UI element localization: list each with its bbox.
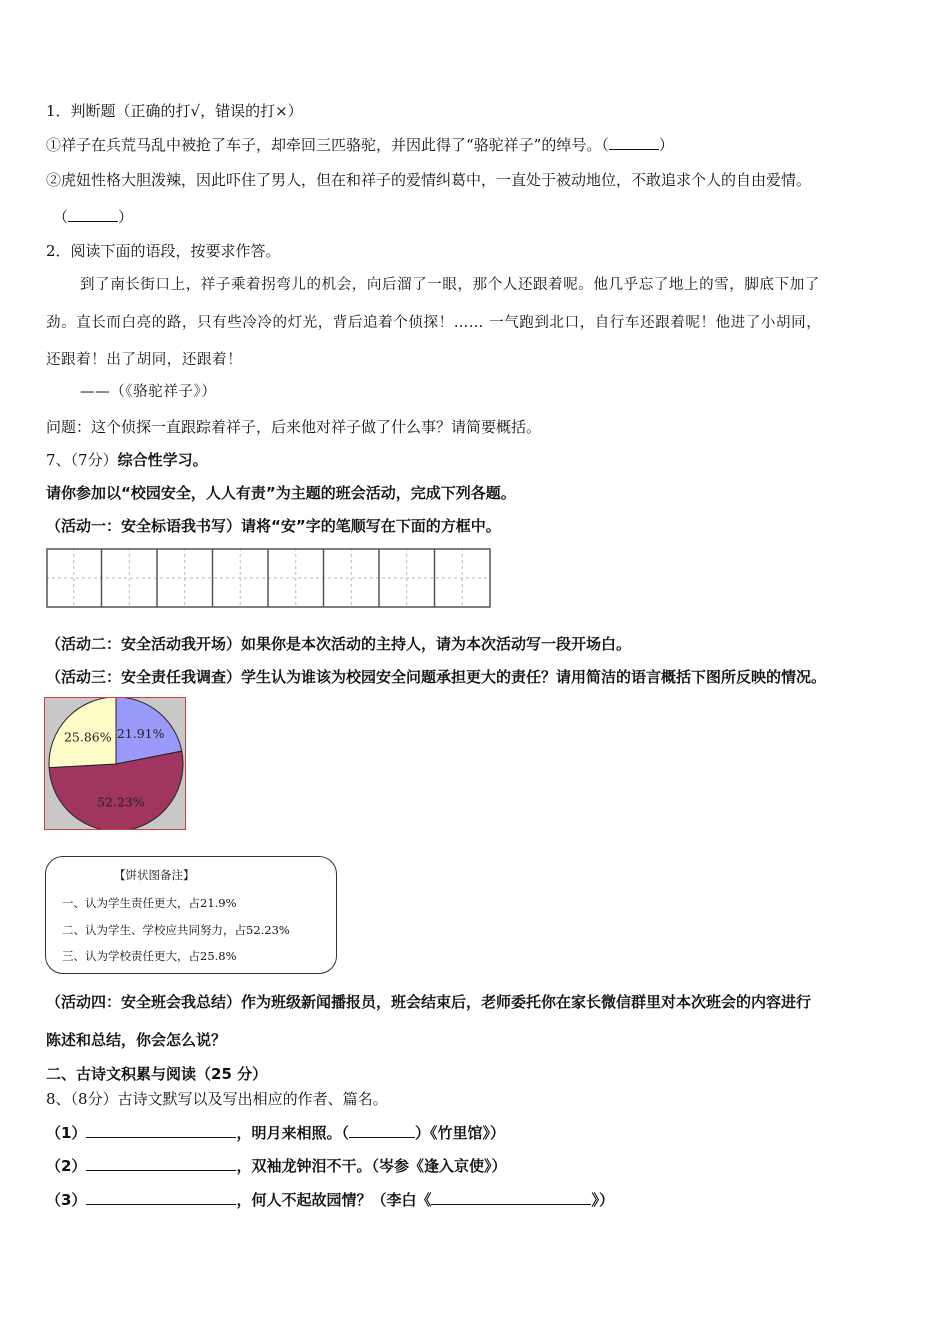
q2-para-line2: 劲。直长而白亮的路，只有些冷冷的灯光，背后追着个侦探！…… 一气跑到北口，自行车还跟着呢！他进了小胡同， — [46, 315, 822, 331]
note-item-2: 二、认为学生、学校应共同努力，占52.23% — [62, 923, 290, 937]
q7-title-num: 7、（7分） — [46, 451, 118, 469]
q2-title: 2．阅读下面的语段，按要求作答。 — [46, 242, 281, 260]
q8-line-2 — [46, 1155, 506, 1177]
answer-blank[interactable] — [86, 1190, 236, 1205]
q1-item2-answer — [53, 206, 133, 228]
q1-title: 1．判断题（正确的打√，错误的打×） — [46, 102, 303, 120]
q2-source: ——（《骆驼祥子》） — [80, 384, 217, 400]
q8-line-1-text: ，明月来相照。（ — [236, 1124, 349, 1142]
q7-activity-3: （活动三：安全责任我调查）学生认为谁该为校园安全问题承担更大的责任？请用简洁的语言概括下图所反映的情况。 — [46, 668, 827, 686]
q1-item1-text: ①祥子在兵荒马乱中被抢了车子，却牵回三匹骆驼，并因此得了“骆驼祥子”的绰号。（ — [46, 136, 609, 154]
q2-para-line1: 到了南长街口上，祥子乘着拐弯儿的机会，向后溜了一眼，那个人还跟着呢。他几乎忘了地上的雪，脚底下加了 — [80, 277, 820, 293]
q7-intro: 请你参加以“校园安全，人人有责”为主题的班会活动，完成下列各题。 — [46, 484, 516, 502]
pie-label-2: 52.23% — [96, 794, 145, 810]
pie-chart-note — [45, 856, 337, 974]
q8-title: 8、（8分）古诗文默写以及写出相应的作者、篇名。 — [46, 1090, 388, 1108]
q8-line-1-num: （1） — [46, 1124, 87, 1142]
pie-chart-frame — [44, 697, 186, 830]
q8-line-1-end: ）《竹里馆》） — [414, 1124, 505, 1142]
answer-blank[interactable] — [431, 1190, 591, 1205]
q7-activity-4-line1: （活动四：安全班会我总结）作为班级新闻播报员，班会结束后，老师委托你在家长微信群里对本次班会的内容进行 — [46, 993, 812, 1011]
q8-line-2-text: ，双袖龙钟泪不干。（岑参《逢入京使》） — [236, 1157, 507, 1175]
answer-blank[interactable] — [609, 135, 659, 150]
q8-line-1 — [46, 1122, 505, 1144]
q1-item2: ②虎妞性格大胆泼辣，因此吓住了男人，但在和祥子的爱情纠葛中，一直处于被动地位，不敢追求个人的自由爱情。 — [46, 171, 812, 189]
q7-activity-2: （活动二：安全活动我开场）如果你是本次活动的主持人，请为本次活动写一段开场白。 — [46, 635, 632, 653]
pie-chart — [45, 698, 185, 829]
paren-open: （ — [53, 208, 69, 226]
q8-line-2-num: （2） — [46, 1157, 87, 1175]
q8-line-3-text: ，何人不起故园情？（李白《 — [236, 1191, 432, 1209]
answer-blank[interactable] — [349, 1123, 415, 1138]
q1-item1 — [46, 134, 674, 156]
stroke-order-grid[interactable] — [46, 548, 492, 608]
pie-label-1: 21.91% — [116, 725, 165, 741]
q7-activity-1: （活动一：安全标语我书写）请将“安”字的笔顺写在下面的方框中。 — [46, 517, 501, 535]
q7-title — [46, 449, 208, 471]
answer-blank[interactable] — [86, 1123, 236, 1138]
note-item-3: 三、认为学校责任更大，占25.8% — [62, 949, 237, 963]
q7-activity-4-line2: 陈述和总结，你会怎么说？ — [46, 1031, 227, 1049]
pie-label-3: 25.86% — [63, 729, 112, 745]
q2-para-line3: 还跟着！出了胡同，还跟着！ — [46, 352, 243, 368]
q8-line-3 — [46, 1189, 614, 1211]
q1-item1-end: ） — [658, 136, 674, 154]
q7-title-text: 综合性学习。 — [117, 451, 208, 469]
answer-blank[interactable] — [68, 207, 118, 222]
answer-blank[interactable] — [86, 1156, 236, 1171]
q2-question: 问题：这个侦探一直跟踪着祥子，后来他对祥子做了什么事？请简要概括。 — [46, 418, 542, 436]
q8-line-3-end: 》） — [591, 1191, 614, 1209]
q8-line-3-num: （3） — [46, 1191, 87, 1209]
note-item-1: 一、认为学生责任更大，占21.9% — [62, 896, 237, 910]
section-2-title: 二、古诗文积累与阅读（25 分） — [46, 1065, 268, 1083]
paren-close: ） — [118, 208, 134, 226]
note-title: 【饼状图备注】 — [114, 868, 195, 882]
